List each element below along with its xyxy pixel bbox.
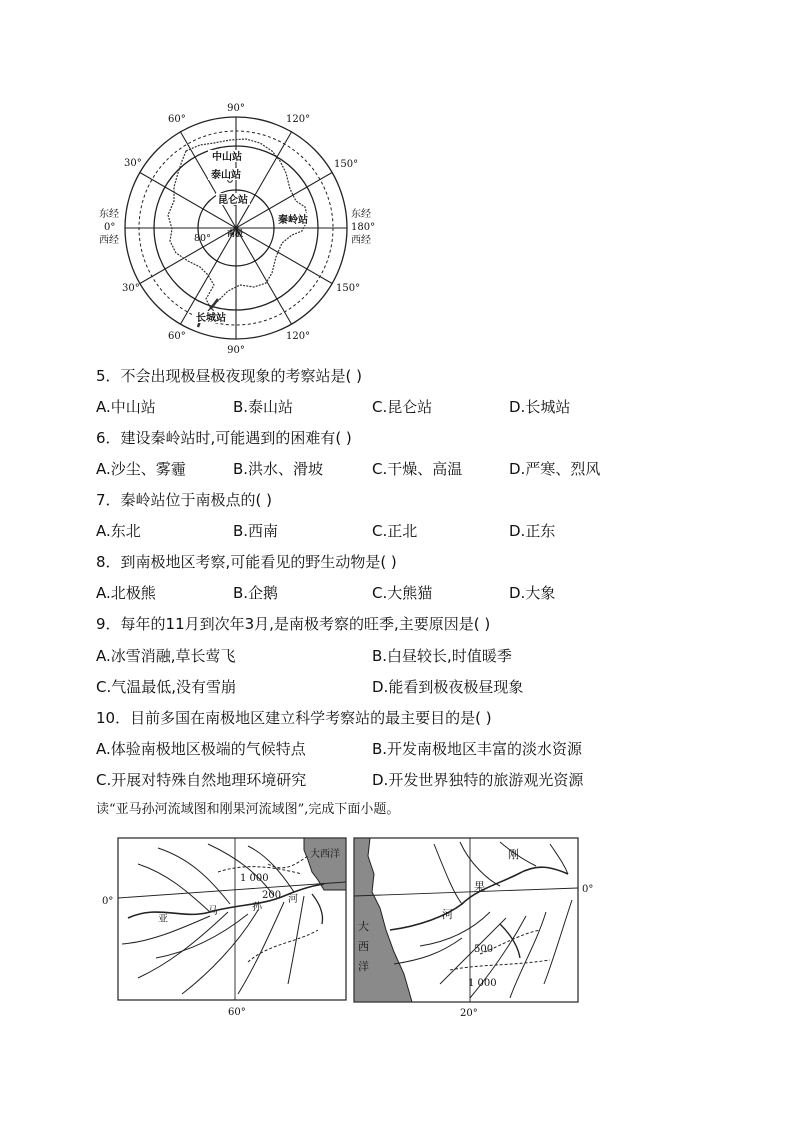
question-10-option-b[interactable]: B.开发南极地区丰富的淡水资源 bbox=[372, 740, 583, 758]
question-9-option-b[interactable]: B.白昼较长,时值暖季 bbox=[372, 647, 512, 665]
congo-label-meridian: 20° bbox=[460, 1008, 478, 1019]
label-kunlun-station: 昆仑站 bbox=[218, 195, 248, 206]
label-zhongshan-station: 中山站 bbox=[212, 152, 242, 163]
label-120-bottom: 120° bbox=[286, 331, 311, 342]
label-qinling-station: 秦岭站 bbox=[278, 215, 308, 226]
question-8-option-d[interactable]: D.大象 bbox=[509, 584, 556, 602]
label-east-left: 东经 bbox=[99, 209, 119, 220]
question-6-stem: 6．建设秦岭站时,可能遇到的困难有( ) bbox=[96, 429, 352, 447]
label-lat-80: 80° bbox=[194, 233, 211, 244]
label-60-top: 60° bbox=[168, 114, 186, 125]
congo-label-ocean-2: 西 bbox=[358, 940, 369, 953]
label-west-left: 西经 bbox=[99, 235, 119, 246]
congo-label-ocean-3: 洋 bbox=[358, 960, 369, 973]
question-6-option-c[interactable]: C.干燥、高温 bbox=[372, 460, 463, 478]
amazon-label-ocean: 大西洋 bbox=[310, 849, 340, 860]
congo-label-equator: 0° bbox=[582, 884, 594, 895]
label-east-right: 东经 bbox=[351, 209, 371, 220]
label-120-top: 120° bbox=[286, 114, 311, 125]
congo-basin-map bbox=[350, 834, 600, 1020]
label-90-top: 90° bbox=[227, 103, 245, 114]
amazon-label-river-4: 河 bbox=[288, 894, 298, 905]
label-150-bottom: 150° bbox=[336, 283, 361, 294]
amazon-label-contour-200: 200 bbox=[262, 890, 282, 901]
question-6-option-a[interactable]: A.沙尘、雾霾 bbox=[96, 460, 186, 478]
question-10-option-a[interactable]: A.体验南极地区极端的气候特点 bbox=[96, 740, 306, 758]
reading-instruction: 读“亚马孙河流域图和刚果河流域图”,完成下面小题。 bbox=[96, 802, 400, 817]
antarctica-polar-map bbox=[90, 95, 390, 357]
label-west-right: 西经 bbox=[351, 235, 371, 246]
question-9-stem: 9．每年的11月到次年3月,是南极考察的旺季,主要原因是( ) bbox=[96, 615, 491, 633]
congo-label-river-1: 刚 bbox=[508, 848, 519, 861]
amazon-label-meridian: 60° bbox=[228, 1007, 246, 1018]
question-7-option-d[interactable]: D.正东 bbox=[509, 522, 556, 540]
label-30-bottom: 30° bbox=[122, 283, 140, 294]
question-7-stem: 7．秦岭站位于南极点的( ) bbox=[96, 491, 273, 509]
question-5-option-b[interactable]: B.泰山站 bbox=[233, 398, 294, 416]
question-5-option-a[interactable]: A.中山站 bbox=[96, 398, 156, 416]
amazon-label-river-1: 亚 bbox=[158, 914, 168, 925]
question-9-option-d[interactable]: D.能看到极夜极昼现象 bbox=[372, 678, 524, 696]
question-5-stem: 5．不会出现极昼极夜现象的考察站是( ) bbox=[96, 367, 363, 385]
label-changcheng-station: 长城站 bbox=[196, 313, 226, 324]
question-10-stem: 10．目前多国在南极地区建立科学考察站的最主要目的是( ) bbox=[96, 709, 492, 727]
question-7-option-c[interactable]: C.正北 bbox=[372, 522, 418, 540]
question-7-option-b[interactable]: B.西南 bbox=[233, 522, 279, 540]
label-180-right: 180° bbox=[351, 222, 376, 233]
congo-label-ocean-1: 大 bbox=[358, 920, 369, 933]
label-90-bottom: 90° bbox=[227, 345, 245, 356]
congo-label-river-2: 果 bbox=[474, 880, 485, 893]
question-9-option-c[interactable]: C.气温最低,没有雪崩 bbox=[96, 678, 237, 696]
label-60-bottom: 60° bbox=[168, 331, 186, 342]
question-5-option-d[interactable]: D.长城站 bbox=[509, 398, 571, 416]
label-south-pole: 南极 bbox=[227, 228, 243, 238]
question-6-option-b[interactable]: B.洪水、滑坡 bbox=[233, 460, 324, 478]
congo-label-contour-500: 500 bbox=[474, 944, 494, 955]
amazon-label-equator: 0° bbox=[102, 896, 114, 907]
label-30-top: 30° bbox=[124, 158, 142, 169]
question-7-option-a[interactable]: A.东北 bbox=[96, 522, 141, 540]
question-8-option-c[interactable]: C.大熊猫 bbox=[372, 584, 433, 602]
question-5-option-c[interactable]: C.昆仑站 bbox=[372, 398, 433, 416]
amazon-label-river-3: 孙 bbox=[252, 902, 262, 913]
congo-label-river-3: 河 bbox=[442, 908, 453, 921]
label-zero-left: 0° bbox=[104, 222, 116, 233]
question-10-option-d[interactable]: D.开发世界独特的旅游观光资源 bbox=[372, 771, 584, 789]
label-150-top: 150° bbox=[334, 159, 359, 170]
question-8-option-b[interactable]: B.企鹅 bbox=[233, 584, 279, 602]
amazon-label-river-2: 马 bbox=[208, 906, 218, 917]
question-6-option-d[interactable]: D.严寒、烈风 bbox=[509, 460, 601, 478]
question-9-option-a[interactable]: A.冰雪消融,草长莺飞 bbox=[96, 647, 236, 665]
question-8-stem: 8．到南极地区考察,可能看见的野生动物是( ) bbox=[96, 553, 397, 571]
amazon-label-contour-1000: 1 000 bbox=[240, 873, 269, 884]
label-taishan-station: 泰山站 bbox=[211, 170, 241, 181]
congo-label-contour-1000: 1 000 bbox=[468, 978, 497, 989]
amazon-basin-map bbox=[98, 834, 350, 1020]
question-10-option-c[interactable]: C.开展对特殊自然地理环境研究 bbox=[96, 771, 307, 789]
question-8-option-a[interactable]: A.北极熊 bbox=[96, 584, 156, 602]
